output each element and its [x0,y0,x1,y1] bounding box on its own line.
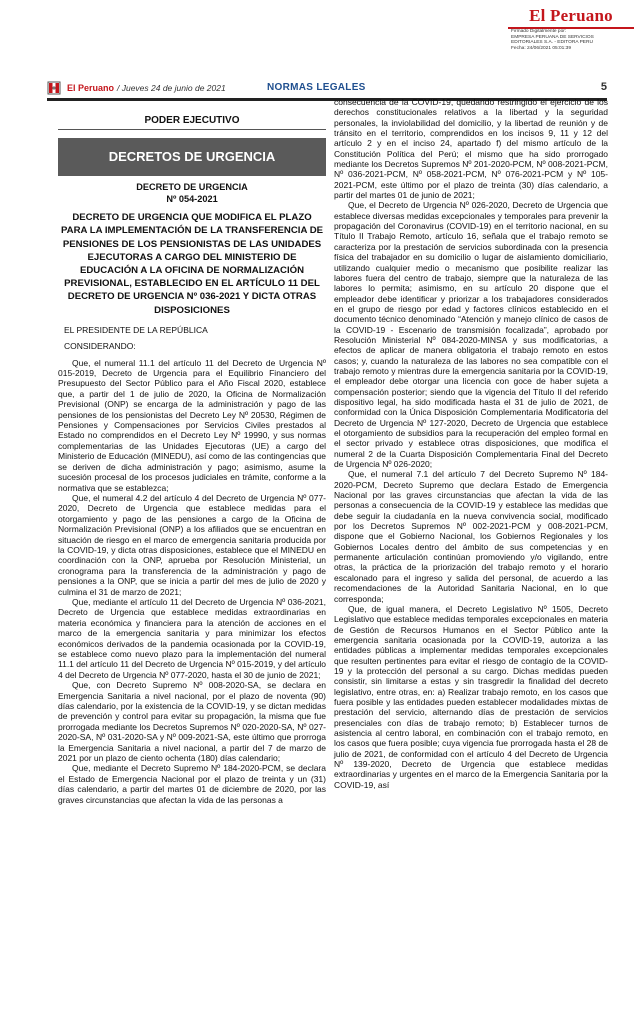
decree-title: DECRETO DE URGENCIA QUE MODIFICA EL PLAZO PARA LA IMPLEMENTACIÓN DE LA TRANSFERENCIA DE PENSIONES DE LOS PENSIONISTAS DE LAS UNIDADES EJECUTORAS A CARGO DEL MINISTERIO DE EDUCACIÓN A LA OFICINA DE NORMALIZACIÓN PREVISIONAL, ESTABLECIDO EN EL ARTÍCULO 11 DEL DECRETO DE URGENCIA Nº 036-2021 Y DICTA OTRAS DISPOSICIONES [60,212,324,316]
header-brand: El Peruano [67,83,115,93]
right-column [334,97,608,790]
president-line: EL PRESIDENTE DE LA REPÚBLICA [64,324,208,335]
paragraph: Que, mediante el artículo 11 del Decreto de Urgencia Nº 036-2021, Decreto de Urgencia que establece medidas extraordinarias en materia económica y financiera para la atención de acciones en el marco de la emergencia sanitaria y para minimizar los efectos económicos derivados de la pandemia ocasionada por la COVID-19, se establece como nuevo plazo para la implementación del numeral 11.1 del artículo 11 del Decreto de Urgencia Nº 015-2019, y del artículo 4 del Decreto de Urgencia Nº 077-2020, hasta el 30 de junio de 2021; [58,596,326,680]
paragraph: Que, de igual manera, el Decreto Legislativo Nº 1505, Decreto Legislativo que establece medidas temporales excepcionales en materia de Gestión de Recursos Humanos en el Sector Público ante la emergencia sanitaria ocasionada por la COVID-19, autoriza a las entidades públicas a implementar medidas temporales excepcionales que resulten pertinentes para evitar el riesgo de contagio de la COVID-19 y la protección del personal a su cargo. Dichas medidas pueden consistir, sin limitarse a estas y sin trasgredir la finalidad del decreto legislativo, entre otras, en: a) Realizar trabajo remoto, en los casos que fuera posible y las entidades pueden establecer modalidades mixtas de prestación del servicio, alternando días de prestación de servicios presenciales con días de trabajo remoto; b) Establecer turnos de asistencia al centro laboral, en combinación con el trabajo remoto, en los casos que fuera posible; cuya vigencia fue prorrogada hasta el 28 de julio de 2021, de conformidad con el artículo 4 del Decreto de Urgencia Nº 139-2020, Decreto de Urgencia que establece medidas extraordinarias y urgentes en el marco de la Emergencia Sanitaria por la COVID-19, así [334,603,608,790]
stamp-line: EDITORIALES S.A. - EDITORA PERU [511,40,593,46]
decree-number: Nº 054-2021 [166,193,218,204]
paragraph: Que, el numeral 11.1 del artículo 11 del Decreto de Urgencia Nº 015-2019, Decreto de Urgencia para el Equilibrio Financiero del Presupuesto del Sector Público para el Año Fiscal 2020, establece que, a partir del 1 de julio de 2020, la Oficina de Normalización Previsional (ONP) se encarga de la administración y pago de las pensiones de los pensionistas del Decreto Ley Nº 20530, Régimen de Pensiones y Compensaciones por Servicios Civiles prestados al Estado no comprendidos en el Decreto Ley Nº 19990, y sus normas complementarias de las Unidades Ejecutoras (UE) a cargo del Ministerio de Educación (MINEDU), así como de las contingencias que se deriven de dicha administración y pago; asimismo, asume la sucesión procesal de los procesos judiciales en trámite, conforme a la normativa que se establezca; [58,357,326,493]
stamp-line: Fecha: 24/06/2021 05:01:39 [511,45,572,51]
el-peruano-logo [508,6,634,31]
paragraph: Que, con Decreto Supremo Nº 008-2020-SA, se declara en Emergencia Sanitaria a nivel nacional, por el plazo de noventa (90) días calendario, por la existencia de la COVID-19, y se dictan medidas de prevención y control para evitar su propagación, la misma que fue prorrogada mediante los Decretos Supremos Nº 020-2020-SA, Nº 027-2020-SA, Nº 031-2020-SA y Nº 009-2021-SA, este último que prorroga la Emergencia Sanitaria a nivel nacional, a partir del 7 de marzo de 2021 por un plazo de ciento ochenta (180) días calendario; [58,680,326,764]
header-section: NORMAS LEGALES [267,82,366,93]
national-crest-icon [47,81,61,95]
considerando-heading: CONSIDERANDO: [64,341,136,352]
category-banner: DECRETOS DE URGENCIA [58,138,326,176]
stamp-line: Firmado Digitalmente por: [511,29,567,34]
decree-type: DECRETO DE URGENCIA [136,182,248,192]
paragraph: Que, el numeral 7.1 del artículo 7 del Decreto Supremo Nº 184-2020-PCM, Decreto Supremo que declara Estado de Emergencia Nacional por las graves circunstancias que afectan la vida de las personas a consecuencia de la COVID-19 y establece las medidas que debe seguir la ciudadanía en la nueva convivencia social, modificado por los Decretos Supremos Nº 002-2021-PCM y 008-2021-PCM, dispone que el Gobierno Nacional, los Gobiernos Regionales y los Gobiernos Locales dentro del ámbito de sus competencias y en permanente articulación continúan promoviendo y/o vigilando, entre otras, la práctica de la priorización del trabajo remoto y el horario escalonado para el ingreso y salida del personal, de acuerdo a las recomendaciones de la Autoridad Sanitaria Nacional, en lo que corresponda; [334,469,608,604]
header-date: / Jueves 24 de junio de 2021 [117,83,226,93]
paragraph: Que, mediante el Decreto Supremo Nº 184-2020-PCM, se declara el Estado de Emergencia Nacional por el plazo de treinta y un (31) días calendario, a partir del martes 01 de diciembre de 2020, por las graves circunstancias que afectan la vida de las personas a [58,763,326,805]
page-number: 5 [600,81,607,93]
paragraph: Que, el Decreto de Urgencia Nº 026-2020, Decreto de Urgencia que establece diversas medidas excepcionales y temporales para prevenir la propagación del Coronavirus (COVID-19) en el territorio nacional, en su Título II Trabajo Remoto, artículo 16, señala que el trabajo remoto se caracteriza por la prestación de servicios subordinada con la presencia física del trabajador en su domicilio o lugar de aislamiento domiciliario, utilizando cualquier medio o mecanismo que posibilite realizar las labores fuera del centro de trabajo, siempre que la naturaleza de las labores lo permita; asimismo, en su artículo 20 dispone que el empleador debe identificar y priorizar a los trabajadores considerados en el grupo de riesgo por edad y factores clínicos establecido en el documento técnico denominado “Atención y manejo clínico de casos de la COVID-19 - Escenario de transmisión focalizada”, aprobado por Resolución Ministerial Nº 084-2020-MINSA y sus modificatorias, a efectos de aplicar de manera obligatoria el trabajo remoto en estos casos; y, cuando la naturaleza de las labores no sea compatible con el trabajo remoto y mientras dure la emergencia sanitaria por la COVID-19, el empleador debe otorgar una licencia con goce de haber sujeta a compensación posterior; siendo que la vigencia del Título II del referido dispositivo legal, ha sido modificada hasta el 31 de julio de 2021, de conformidad con la Única Disposición Complementaria Modificatoria del Decreto de Urgencia Nº 127-2020, Decreto de Urgencia que establece el otorgamiento de subsidios para la recuperación del empleo formal en el sector privado y establece otras disposiciones, que modifica el numeral 2 de la Cuarta Disposición Complementaria Final del Decreto de Urgencia Nº 026-2020; [334,200,608,470]
left-column [58,112,326,805]
section-heading: PODER EJECUTIVO [58,112,326,130]
stamp-line: EMPRESA PERUANA DE SERVICIOS [511,34,594,40]
logo-brand: El Peruano [529,6,613,25]
paragraph: Que, el numeral 4.2 del artículo 4 del Decreto de Urgencia Nº 077-2020, Decreto de Urgencia que establece medidas para el otorgamiento y pago de las pensiones a cargo de la Oficina de Normalización Previsional (ONP) a los afiliados que se encuentran en situación de riesgo en el marco de emergencia sanitaria producida por la COVID-19, y dicta otras disposiciones, establece que el MINEDU en coordinación con la ONP, aprueba por Resolución Ministerial, un cronograma para la transferencia de la administración y pago de pensiones a la ONP, que se inicia a partir del mes de julio de 2020 y culmina el 31 de marzo de 2021; [58,492,326,597]
digital-signature-stamp [511,29,636,51]
paragraph: consecuencia de la COVID-19, quedando restringido el ejercicio de los derechos constitucionales relativos a la libertad y la seguridad personales, la inviolabilidad del domicilio, y la libertad de reunión y de tránsito en el territorio, comprendidos en los incisos 9, 11 y 12 del artículo 2 y en el inciso 24, apartado f) del mismo artículo de la Constitución Política del Perú; el mismo que ha sido prorrogado mediante los Decretos Supremos Nº 201-2020-PCM, Nº 008-2021-PCM, Nº 036-2021-PCM, Nº 058-2021-PCM, Nº 076-2021-PCM y Nº 105-2021-PCM, este último por el plazo de treinta (30) días calendario, a partir del martes 01 de junio de 2021; [334,97,608,201]
